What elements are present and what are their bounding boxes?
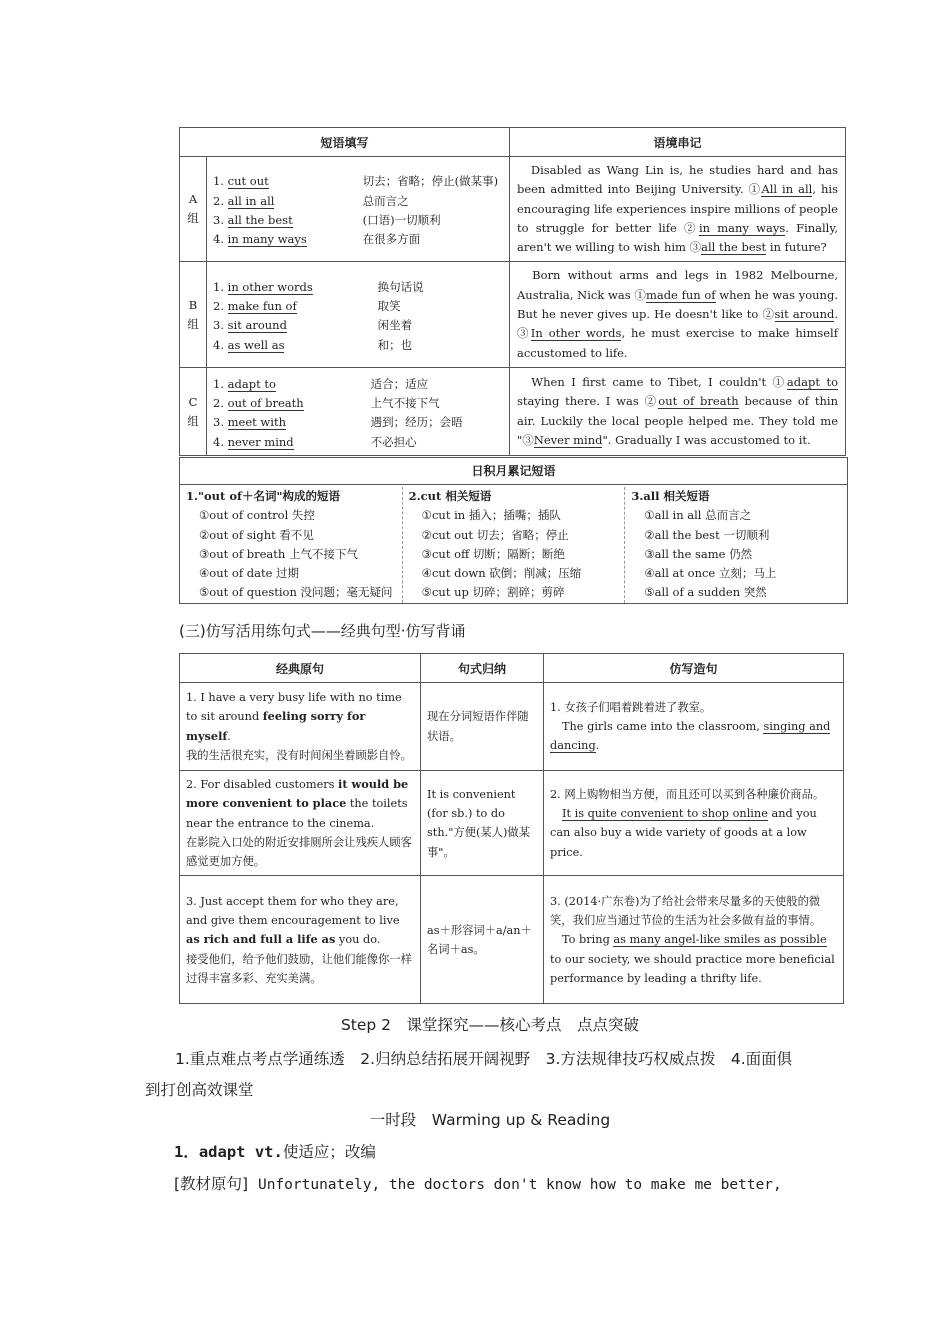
step2-description: 1.重点难点考点学通练透 2.归纳总结拓展开阔视野 3.方法规律技巧权威点拨 4.面面俱到打创高效课堂 — [145, 1050, 793, 1099]
phrase-column: 3.all 相关短语 ①all in all 总而言之 ②all the best 一切顺利 ③all the same 仍然 ④all at once 立刻；马上 ⑤all of a sudden 突然 — [624, 487, 847, 603]
point-heading: 1．adapt vt.使适应；改编 — [174, 1143, 376, 1161]
imitation-sentence: 3. (2014·广东卷)为了给社会带来尽量多的天使般的微笑，我们应当通过节俭的生活为社会多做有益的事情。 To bring as many angel-like smiles as possible to our society, we should practice more beneficial performance by leading a thrifty life. — [544, 876, 844, 1004]
context-passage: Disabled as Wang Lin is, he studies hard and has been admitted into Beijing University. ①All in all, his encouraging life experiences inspire millions of people to struggle for better life ②in many ways. Finally, aren't we willing to wish him ③all the best in future? — [510, 157, 846, 262]
context-passage: When I first came to Tibet, I couldn't ①adapt to staying there. I was ②out of breath because of thin air. Luckily the local people helped me. They told me "③Never mind". Gradually I was accustomed to it. — [510, 367, 846, 455]
box-title: 日积月累记短语 — [180, 458, 847, 485]
original-sentence: 1. I have a very busy life with no time to sit around feeling sorry for myself. 我的生活很充实，没有时间闲坐着顾影自怜。 — [180, 683, 421, 771]
section-title: (三)仿写活用练句式——经典句型·仿写背诵 — [179, 622, 466, 640]
context-passage: Born without arms and legs in 1982 Melbourne, Australia, Nick was ①made fun of when he was young. But he never gives up. He doesn't like to ②sit around. ③In other words, he must exercise to make himself accustomed to life. — [510, 262, 846, 367]
phrase-list: 1. cut out 切去；省略；停止(做某事) 2. all in all 总而言之 3. all the best (口语)一切顺利 4. in many ways 在很多方面 — [207, 157, 510, 262]
period-title: 一时段 Warming up & Reading — [369, 1111, 611, 1129]
phrase-column: 2.cut 相关短语 ①cut in 插入；插嘴；插队 ②cut out 切去；省略；停止 ③cut off 切断；隔断；断绝 ④cut down 砍倒；削减；压缩 ⑤cut up 切碎；割碎；剪碎 — [402, 487, 625, 603]
pattern-summary: as＋形容词＋a/an＋名词＋as。 — [421, 876, 544, 1004]
header-context: 语境串记 — [510, 128, 846, 157]
header-original: 经典原句 — [180, 654, 421, 683]
header-phrase-fill: 短语填写 — [180, 128, 510, 157]
group-label: C 组 — [180, 367, 207, 455]
original-sentence: 2. For disabled customers it would be more convenient to place the toilets near the entrance to the cinema. 在影院入口处的附近安排厕所会让残疾人顾客感觉更加方便。 — [180, 771, 421, 876]
imitation-sentence: 1. 女孩子们唱着跳着进了教室。 The girls came into the classroom, singing and dancing. — [544, 683, 844, 771]
phrase-list: 1. adapt to 适合；适应 2. out of breath 上气不接下气 3. meet with 遇到；经历；会晤 4. never mind 不必担心 — [207, 367, 510, 455]
phrase-list: 1. in other words 换句话说 2. make fun of 取笑 3. sit around 闲坐着 4. as well as 和；也 — [207, 262, 510, 367]
sentence-pattern-table — [179, 653, 844, 1004]
imitation-sentence: 2. 网上购物相当方便，而且还可以买到各种廉价商品。 It is quite convenient to shop online and you can also buy a wide variety of goods at a low price. — [544, 771, 844, 876]
accumulate-phrases-box — [179, 457, 848, 604]
header-imitation: 仿写造句 — [544, 654, 844, 683]
group-label: B 组 — [180, 262, 207, 367]
phrase-column: 1."out of＋名词"构成的短语 ①out of control 失控 ②out of sight 看不见 ③out of breath 上气不接下气 ④out of date 过期 ⑤out of question 没问题；毫无疑问 — [186, 489, 393, 600]
header-pattern: 句式归纳 — [421, 654, 544, 683]
original-sentence: 3. Just accept them for who they are, and give them encouragement to live as rich and full a life as you do. 接受他们，给予他们鼓励，让他们能像你一样过得丰富多彩、充实美满。 — [180, 876, 421, 1004]
textbook-sentence: [教材原句] Unfortunately, the doctors don't know how to make me better, — [174, 1175, 782, 1193]
pattern-summary: 现在分词短语作伴随状语。 — [421, 683, 544, 771]
group-label: A 组 — [180, 157, 207, 262]
step2-title: Step 2 课堂探究——核心考点 点点突破 — [340, 1016, 640, 1034]
phrase-table — [179, 127, 846, 456]
pattern-summary: It is convenient (for sb.) to do sth."方便(某人)做某事"。 — [421, 771, 544, 876]
